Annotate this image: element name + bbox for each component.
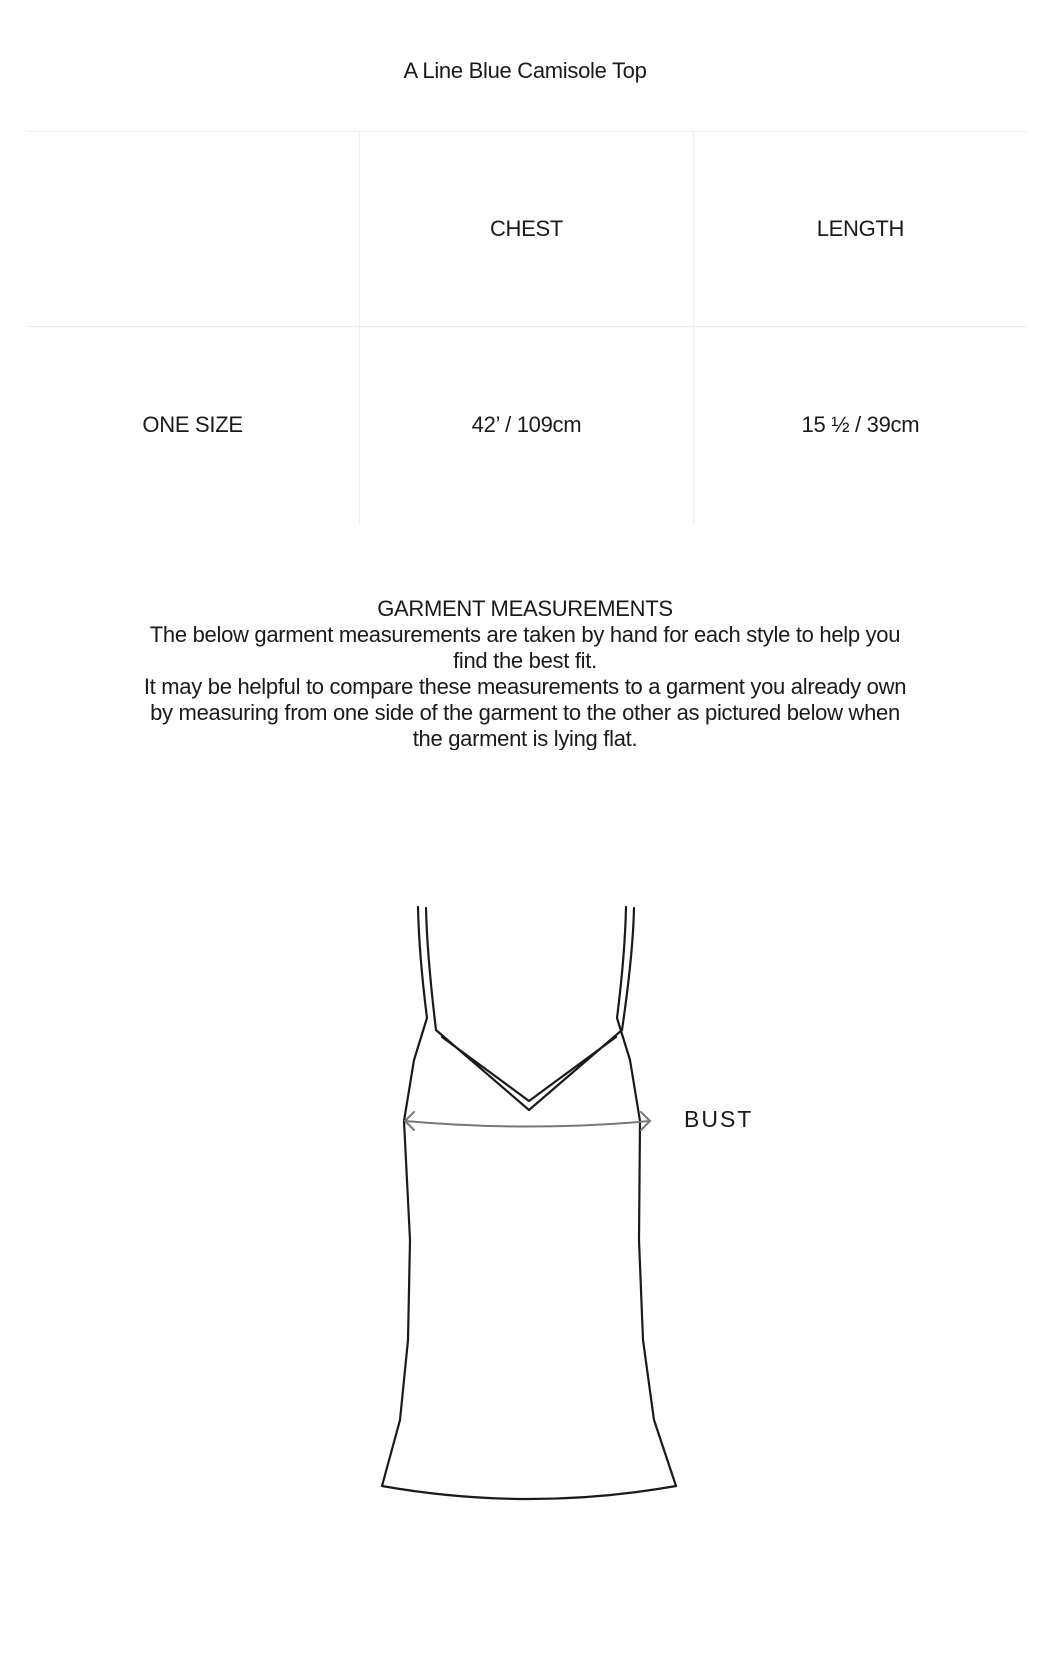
size-chart-table: [26, 131, 1027, 523]
size-cell: ONE SIZE: [26, 327, 360, 523]
measurements-paragraph-1: The below garment measurements are taken by hand for each style to help you find the best fit.: [149, 622, 901, 673]
measurements-info: [135, 596, 915, 750]
measurements-paragraph-2: It may be helpful to compare these measurements to a garment you already own by measuring from one side of the garment to the other as pictured below when the garment is lying flat.: [143, 674, 907, 750]
length-cell: 15 ½ / 39cm: [693, 327, 1027, 523]
table-header-chest: CHEST: [360, 132, 694, 327]
table-row: [26, 327, 1027, 523]
product-title: A Line Blue Camisole Top: [403, 58, 647, 83]
measurements-heading: GARMENT MEASUREMENTS: [377, 596, 673, 621]
bust-label: BUST: [684, 1106, 754, 1132]
table-header-empty: [26, 132, 360, 327]
table-header-row: [26, 132, 1027, 327]
chest-cell: 42’ / 109cm: [360, 327, 694, 523]
camisole-diagram-icon: [360, 900, 760, 1520]
table-header-length: LENGTH: [693, 132, 1027, 327]
